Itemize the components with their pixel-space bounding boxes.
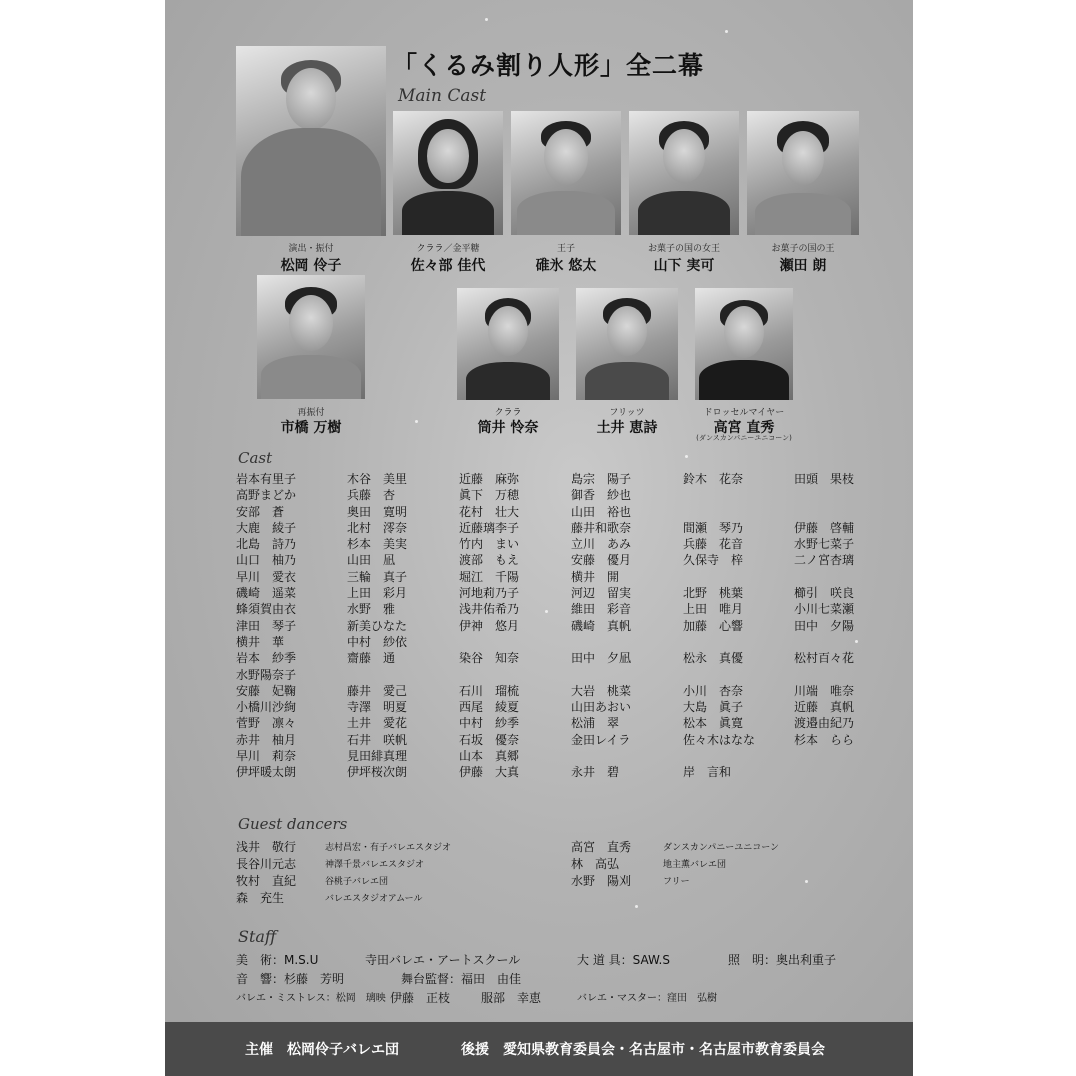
guest-affiliation: フリー (663, 877, 690, 887)
staff-entry: バレエ・マスター：窪田 弘樹 (577, 993, 717, 1004)
staff-entry: 美 術：M.S.U (236, 953, 319, 967)
cast-entry: 久保寺 梓 (683, 553, 744, 568)
cast-name: 高宮 直秀 (713, 420, 775, 436)
cast-entry (571, 634, 631, 650)
cast-entry (794, 569, 854, 585)
cast-entry: 大岩 桃菜 (571, 683, 632, 698)
role-label: ドロッセルマイヤー (703, 408, 785, 418)
role-label: 王子 (556, 244, 575, 254)
cast-entry: 島宗 陽子 (571, 472, 632, 486)
guest-affiliation: 地主薫バレエ団 (663, 860, 727, 870)
cast-entry: 近藤 真帆 (794, 700, 855, 715)
role-label: お菓子の国の王 (771, 244, 835, 254)
cast-entry: 田中 夕凪 (571, 651, 632, 666)
cast-column (683, 471, 755, 781)
cast-column (794, 471, 854, 781)
portrait-photo (393, 111, 503, 235)
cast-entry: 近藤 麻弥 (459, 472, 520, 486)
organizer-text: 主催 松岡伶子バレエ団 (245, 1042, 399, 1058)
cast-entry: 染谷 知奈 (459, 651, 520, 666)
cast-entry: 見田緋真理 (347, 749, 408, 764)
portrait-photo (629, 111, 739, 235)
cast-entry: 鈴木 花奈 (683, 472, 744, 486)
portrait-photo (236, 46, 386, 236)
cast-entry: 石川 瑠梳 (459, 683, 520, 698)
staff-entry: 照 明：奥出利重子 (728, 953, 837, 967)
cast-entry: 御香 紗也 (571, 488, 632, 503)
cast-entry: 田中 夕陽 (794, 618, 855, 633)
cast-name: 筒井 怜奈 (477, 420, 539, 436)
cast-entry: 大鹿 綾子 (236, 520, 297, 535)
guest-affiliation: 志村昌宏・有子バレエスタジオ (325, 843, 452, 853)
guest-name: 森 充生 (236, 891, 285, 905)
cast-column (459, 471, 519, 781)
role-label: クララ (494, 408, 522, 418)
cast-entry: 安藤 優月 (571, 553, 632, 568)
cast-entry (794, 634, 854, 650)
cast-entry (683, 504, 755, 520)
guest-name: 高宮 直秀 (571, 840, 632, 854)
cast-entry: 伊藤 啓輔 (794, 520, 855, 535)
cast-entry: 河辺 留実 (571, 586, 632, 601)
cast-entry (683, 634, 755, 650)
cast-entry: 松永 真優 (683, 651, 744, 666)
cast-entry: 兵藤 杏 (347, 488, 396, 503)
cast-name: 碓氷 悠太 (535, 258, 597, 274)
cast-entry (459, 667, 519, 683)
cast-entry: 山口 柚乃 (236, 553, 297, 568)
cast-entry: 水野七菜子 (794, 537, 855, 552)
cast-entry (794, 504, 854, 520)
page-title: 「くるみ割り人形」全二幕 (392, 51, 705, 80)
staff-entry: 音 響：杉藤 芳明 (236, 972, 345, 986)
support-text: 後援 愛知県教育委員会・名古屋市・名古屋市教育委員会 (461, 1042, 825, 1058)
cast-entry: 松本 眞寛 (683, 716, 744, 731)
cast-column (236, 471, 296, 781)
cast-entry: 竹内 まい (459, 537, 520, 552)
staff-entry: 寺田バレエ・アートスクール (365, 953, 521, 967)
cast-entry: 北野 桃葉 (683, 586, 744, 601)
portrait-photo (695, 288, 793, 400)
staff-entry: 服部 幸恵 (481, 991, 542, 1005)
cast-entry: 近藤璃李子 (459, 520, 520, 535)
portrait-photo (257, 275, 365, 399)
cast-entry: 水野陽奈子 (236, 667, 297, 682)
cast-entry: 浅井佑希乃 (459, 602, 520, 617)
guest-name: 林 高弘 (571, 857, 620, 871)
cast-entry (347, 667, 407, 683)
cast-entry: 西尾 綾夏 (459, 700, 520, 715)
cast-entry: 北村 澪奈 (347, 520, 408, 535)
cast-entry (571, 667, 631, 683)
role-label: クララ／金平糖 (416, 244, 480, 254)
guest-affiliation: ダンスカンパニーユニコーン (663, 843, 780, 853)
cast-entry: 間瀬 琴乃 (683, 520, 744, 535)
staff-entry: 舞台監督：福田 由佳 (401, 972, 522, 986)
cast-name: 佐々部 佳代 (410, 258, 486, 274)
cast-entry (794, 764, 854, 780)
main-cast-heading: Main Cast (398, 86, 487, 106)
cast-entry: 渡部 もえ (459, 553, 520, 568)
cast-heading: Cast (238, 449, 273, 467)
cast-entry: 水野 雅 (347, 602, 396, 617)
cast-name: 市橋 万樹 (280, 420, 342, 436)
cast-entry (683, 487, 755, 503)
cast-entry: 横井 開 (571, 569, 620, 584)
guest-name: 浅井 敬行 (236, 840, 297, 854)
cast-name: 瀬田 朗 (779, 258, 827, 274)
cast-entry: 早川 莉奈 (236, 749, 297, 764)
cast-entry: 北島 詩乃 (236, 537, 297, 552)
cast-entry (794, 667, 854, 683)
cast-entry: 田頭 果枝 (794, 472, 855, 486)
cast-entry: 櫛引 咲良 (794, 586, 855, 601)
cast-entry: 佐々木はなな (683, 732, 756, 747)
cast-entry: 奥田 寛明 (347, 504, 408, 519)
cast-entry: 金田レイラ (571, 732, 631, 747)
role-label: お菓子の国の女王 (647, 244, 720, 254)
cast-entry: 藤井 愛己 (347, 683, 408, 698)
cast-entry: 山本 真郷 (459, 749, 520, 764)
cast-entry: 小川七菜瀬 (794, 602, 855, 617)
cast-entry (571, 748, 631, 764)
cast-entry: 赤井 柚月 (236, 732, 297, 747)
guest-name: 水野 陽刈 (571, 874, 632, 888)
cast-entry: 岩本有里子 (236, 472, 297, 486)
cast-entry: 土井 愛花 (347, 716, 408, 731)
cast-entry: 岸 言和 (683, 765, 732, 780)
cast-entry: 早川 愛衣 (236, 569, 297, 584)
cast-entry: 安藤 妃鞠 (236, 683, 297, 698)
cast-entry (683, 748, 755, 764)
cast-entry: 大島 眞子 (683, 700, 744, 715)
portrait-photo (511, 111, 621, 235)
cast-entry: 川端 唯奈 (794, 683, 855, 698)
cast-entry (683, 569, 755, 585)
guest-name: 牧村 直紀 (236, 874, 297, 888)
cast-entry: 中村 紗依 (347, 634, 408, 649)
cast-entry: 加藤 心響 (683, 618, 744, 633)
guest-name: 長谷川元志 (236, 857, 297, 871)
cast-entry: 磯崎 真帆 (571, 618, 632, 633)
cast-entry: 松村百々花 (794, 651, 855, 666)
cast-column (571, 471, 631, 781)
guest-affiliation: 谷桃子バレエ団 (325, 877, 389, 887)
cast-entry: 齋藤 通 (347, 651, 396, 666)
cast-entry: 上田 彩月 (347, 586, 408, 601)
cast-entry: 立川 あみ (571, 537, 632, 552)
cast-entry (794, 487, 854, 503)
portrait-photo (457, 288, 559, 400)
cast-entry: 伊坪暖太朗 (236, 765, 297, 780)
cast-entry: 岩本 紗季 (236, 651, 297, 666)
cast-entry: 維田 彩音 (571, 602, 632, 617)
staff-entry: バレエ・ミストレス：松岡 璃映 (236, 993, 386, 1004)
cast-entry: 渡邉由紀乃 (794, 716, 855, 731)
cast-entry: 高野まどか (236, 488, 297, 503)
portrait-photo (747, 111, 859, 235)
cast-entry: 眞下 万穂 (459, 488, 520, 503)
cast-entry: 津田 琴子 (236, 618, 297, 633)
cast-name: 山下 実可 (653, 258, 715, 274)
cast-entry: 永井 碧 (571, 765, 620, 780)
role-label: 再振付 (297, 408, 325, 418)
staff-heading: Staff (238, 927, 277, 946)
cast-entry: 兵藤 花音 (683, 537, 744, 552)
cast-entry: 安部 蒼 (236, 504, 285, 519)
cast-entry: 中村 紗季 (459, 716, 520, 731)
cast-entry: 伊藤 大真 (459, 765, 520, 780)
cast-entry (459, 634, 519, 650)
cast-entry: 上田 唯月 (683, 602, 744, 617)
cast-entry: 磯崎 遥菜 (236, 586, 297, 601)
cast-entry: 横井 華 (236, 634, 285, 649)
cast-entry: 寺澤 明夏 (347, 700, 408, 715)
cast-entry: 堀江 千陽 (459, 569, 520, 584)
staff-entry: 大 道 具：SAW.S (577, 953, 670, 967)
cast-entry: 杉本 美実 (347, 537, 408, 552)
cast-entry (683, 667, 755, 683)
cast-entry: 二ノ宮杏璃 (794, 553, 855, 568)
cast-entry: 山田あおい (571, 700, 632, 715)
cast-column (347, 471, 407, 781)
cast-entry: 伊神 悠月 (459, 618, 520, 633)
portrait-photo (576, 288, 678, 400)
cast-entry: 小橋川沙絢 (236, 700, 297, 715)
guest-affiliation: 神澤千景バレエスタジオ (325, 860, 425, 870)
role-label: フリッツ (609, 408, 645, 418)
cast-entry: 伊坪桜次朗 (347, 765, 408, 780)
guest-affiliation: バレエスタジオアムール (325, 894, 423, 904)
cast-entry: 山田 裕也 (571, 504, 632, 519)
staff-entry: 伊藤 正枝 (390, 991, 451, 1005)
cast-entry: 花村 壮大 (459, 504, 520, 519)
cast-entry: 石坂 優奈 (459, 732, 520, 747)
cast-entry: 河地莉乃子 (459, 586, 520, 601)
cast-entry: 石井 咲帆 (347, 732, 408, 747)
cast-entry: 木谷 美里 (347, 472, 408, 486)
cast-entry: 蜂須賀由衣 (236, 602, 297, 617)
cast-entry: 杉本 らら (794, 732, 855, 747)
cast-name: 土井 恵詩 (596, 420, 658, 436)
cast-entry: 三輪 真子 (347, 569, 408, 584)
role-label: 演出・振付 (288, 244, 334, 254)
cast-entry: 新美ひなた (347, 618, 408, 633)
footer-bar (165, 1022, 913, 1076)
cast-name: 松岡 伶子 (280, 258, 342, 274)
cast-entry: 松浦 翠 (571, 716, 620, 731)
affiliation-note: (ダンスカンパニーユニコーン) (696, 434, 792, 442)
cast-entry: 藤井和歌奈 (571, 520, 632, 535)
guest-heading: Guest dancers (238, 815, 348, 833)
cast-entry: 菅野 凛々 (236, 716, 297, 731)
cast-entry (794, 748, 854, 764)
cast-entry: 山田 凪 (347, 553, 396, 568)
flyer (165, 0, 913, 1076)
cast-entry: 小川 杏奈 (683, 683, 744, 698)
